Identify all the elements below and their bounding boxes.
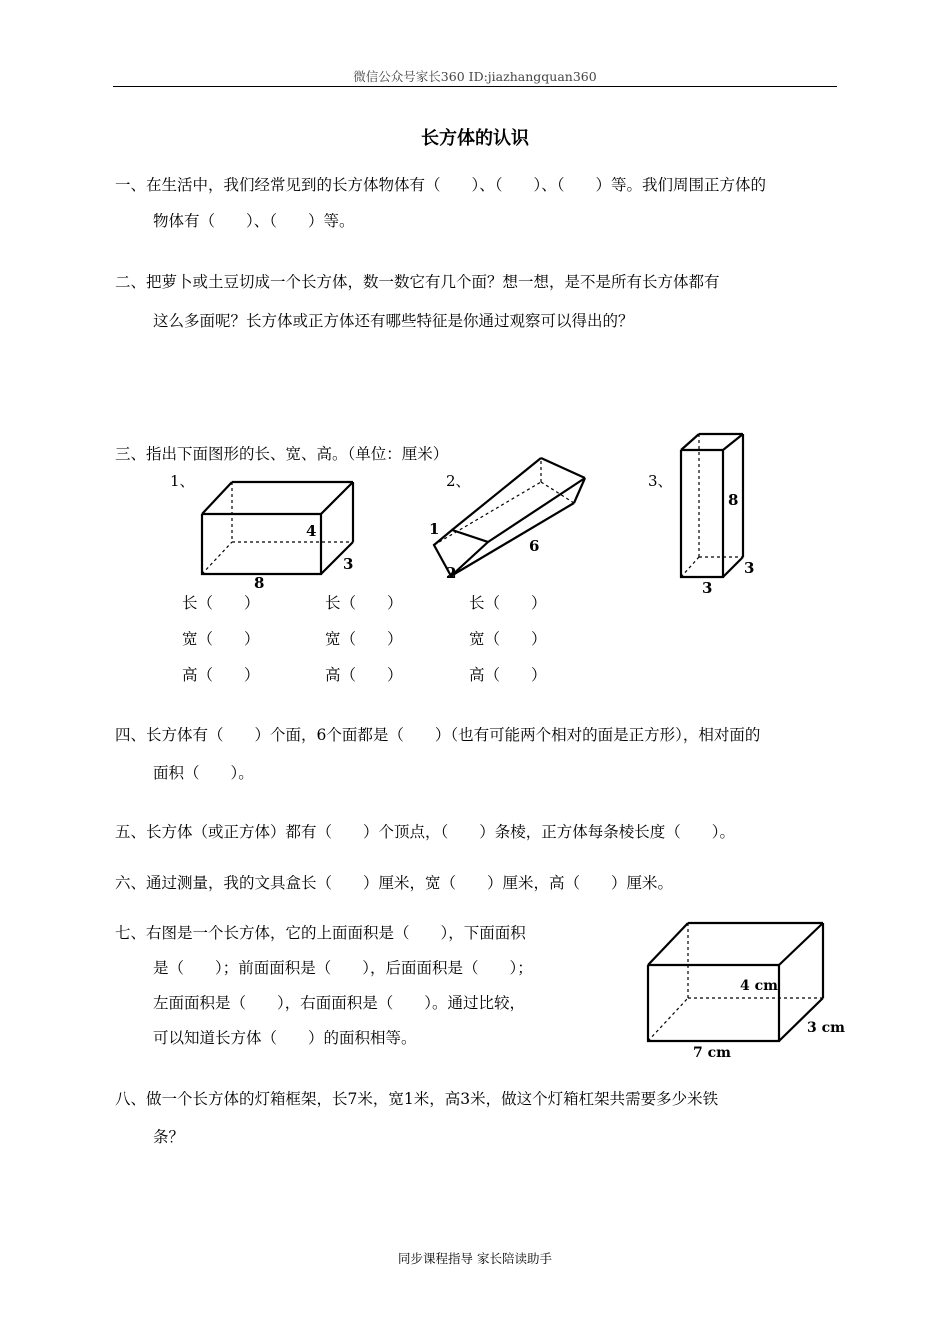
q3-fig3-height-answer[interactable]: 高（ ）: [469, 666, 547, 684]
fig3-width-label: 3: [744, 559, 755, 577]
fig3-length-label: 3: [702, 579, 713, 597]
page-header: 微信公众号家长360 ID:jiazhangquan360: [353, 69, 597, 84]
page-title: 长方体的认识: [421, 128, 529, 149]
q7-line3: 左面面积是（ ），右面面积是（ ）。通过比较，: [153, 994, 526, 1012]
q1-line2: 物体有（ ）、（ ）等。: [153, 212, 355, 230]
q3-fig1-number: 1、: [170, 472, 195, 490]
q2-line1: 二、把萝卜或土豆切成一个长方体，数一数它有几个面？想一想，是不是所有长方体都有: [115, 273, 720, 291]
q7-line2: 是（ ）；前面面积是（ ），后面面积是（ ）；: [153, 959, 533, 977]
q3-fig1-width-answer[interactable]: 宽（ ）: [182, 630, 260, 648]
q8-line1: 八、做一个长方体的灯箱框架，长7米，宽1米，高3米，做这个灯箱杠架共需要多少米铁: [115, 1090, 719, 1108]
q3-fig2-width-answer[interactable]: 宽（ ）: [325, 630, 403, 648]
q7-line4: 可以知道长方体（ ）的面积相等。: [153, 1029, 417, 1047]
fig2-label-c: 6: [529, 537, 540, 555]
q7-fig-length-label: 7 cm: [693, 1045, 731, 1061]
q3-fig3-width-answer[interactable]: 宽（ ）: [469, 630, 547, 648]
fig1-height-label: 4: [306, 522, 317, 540]
page-footer: 同步课程指导 家长陪读助手: [398, 1251, 552, 1266]
q4-line2: 面积（ ）。: [153, 764, 254, 782]
q2-line2: 这么多面呢？长方体或正方体还有哪些特征是你通过观察可以得出的？: [153, 312, 634, 330]
q7-fig-solid-edges: [648, 923, 823, 1041]
q1-line1: 一、在生活中，我们经常见到的长方体物体有（ ）、（ ）、（ ）等。我们周围正方体的: [115, 176, 767, 194]
q3-fig2-height-answer[interactable]: 高（ ）: [325, 666, 403, 684]
q3-fig1-length-answer[interactable]: 长（ ）: [182, 594, 260, 612]
fig3-height-label: 8: [728, 491, 739, 509]
q7-fig-height-label: 4 cm: [740, 978, 778, 994]
q6-line1: 六、通过测量，我的文具盒长（ ）厘米，宽（ ）厘米，高（ ）厘米。: [115, 874, 674, 892]
q8-line2: 条？: [153, 1128, 185, 1146]
fig1-width-label: 3: [343, 555, 354, 573]
q3-fig3-length-answer[interactable]: 长（ ）: [469, 594, 547, 612]
q7-fig-width-label: 3 cm: [807, 1020, 845, 1036]
q3-text: 三、指出下面图形的长、宽、高。（单位：厘米）: [115, 445, 449, 463]
fig2-label-a: 1: [429, 520, 440, 538]
q7-line1: 七、右图是一个长方体，它的上面面积是（ ），下面面积: [115, 924, 526, 942]
q4-line1: 四、长方体有（ ）个面，6个面都是（ ）（也有可能两个相对的面是正方形），相对面的: [115, 726, 761, 744]
q3-fig2-length-answer[interactable]: 长（ ）: [325, 594, 403, 612]
fig2-label-b: 2: [446, 564, 457, 582]
q3-fig3-number: 3、: [648, 472, 673, 490]
q5-line1: 五、长方体（或正方体）都有（ ）个顶点，（ ）条棱，正方体每条棱长度（ ）。: [115, 823, 736, 841]
q3-fig1-height-answer[interactable]: 高（ ）: [182, 666, 260, 684]
q3-fig2-number: 2、: [446, 472, 471, 490]
fig1-length-label: 8: [254, 574, 265, 592]
